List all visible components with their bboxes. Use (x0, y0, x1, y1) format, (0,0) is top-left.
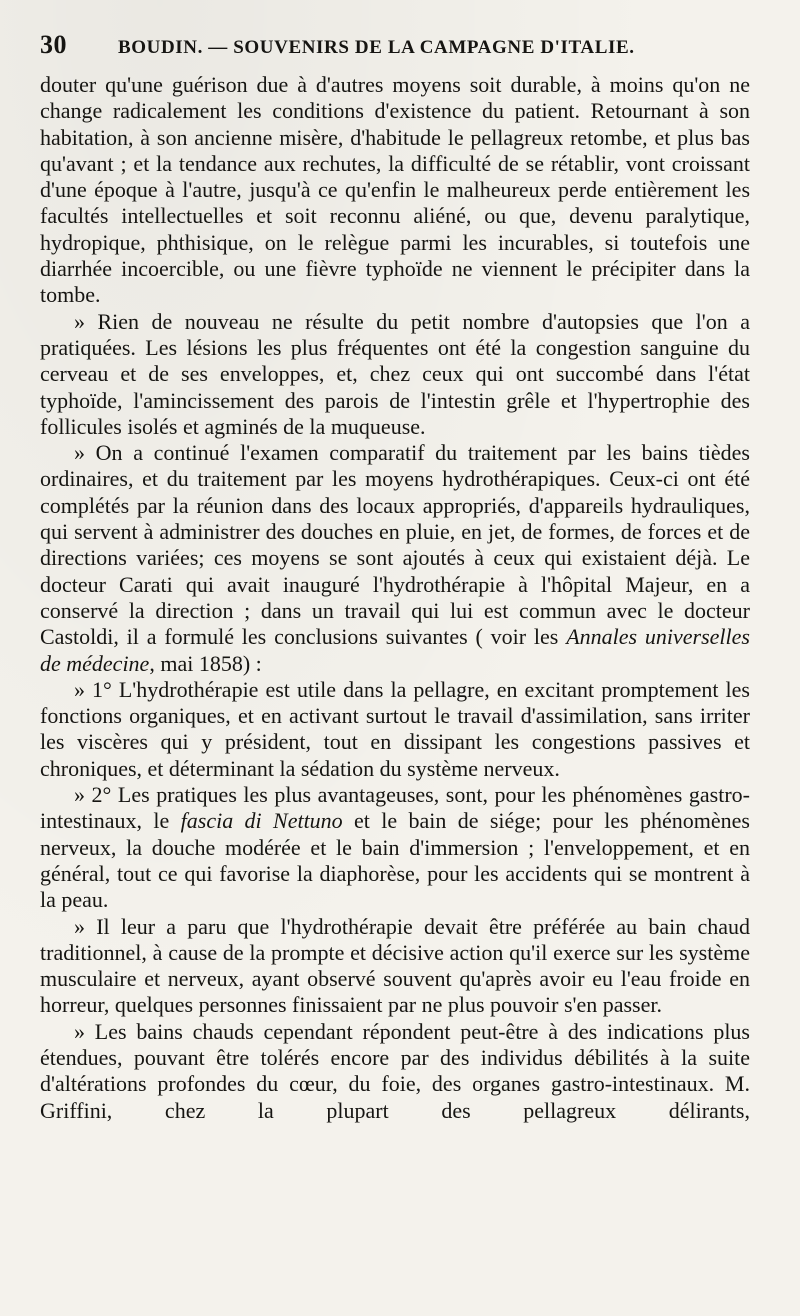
running-title: BOUDIN. — SOUVENIRS DE LA CAMPAGNE D'ITALIE. (118, 37, 635, 58)
journal-title: Annales universelles de médecine (40, 624, 750, 676)
paragraph-hydrotherapy-preference: » Il leur a paru que l'hydrothérapie devait être préférée au bain chaud traditionnel, à cause de la prompte et décisive action qu'il exerce sur les système musculaire et nerveux, ayant observé souvent qu'après avoir eu l'eau froide en horreur, quelques personnes finissaient par ne plus pouvoir s'en passer. (40, 913, 750, 1018)
conclusion-2-text: » 2° Les pratiques les plus avantageuses, sont, pour les phénomènes gastro-intestinaux, le (40, 782, 750, 834)
conclusion-2-tail: et le bain de siége; pour les phénomènes nerveux, la douche modérée et le bain d'immersion ; l'enveloppement, et en général, tout ce qui favorise la diaphorèse, pour les accidents qui se montrent à la peau. (40, 808, 750, 913)
paragraph-hot-baths: » Les bains chauds cependant répondent peut-être à des indications plus étendues, pouvant être tolérés encore par des individus débilités à la suite d'altérations profondes du cœur, du foie, des organes gastro-intestinaux. M. Griffini, chez la plupart des pellagreux délirants, (40, 1018, 750, 1123)
body-text (40, 72, 750, 1124)
paragraph-treatment (40, 440, 750, 677)
conclusion-2 (40, 782, 750, 913)
fascia-term: fascia di Nettuno (180, 808, 343, 834)
running-head (40, 30, 750, 72)
paragraph-autopsies: » Rien de nouveau ne résulte du petit nombre d'autopsies que l'on a pratiquées. Les lésions les plus fréquentes ont été la congestion sanguine du cerveau et de ses enveloppes, et, chez ceux qui ont succombé dans l'état typhoïde, l'amincissement des parois de l'intestin grêle et l'hypertrophie des follicules isolés et agminés de la muqueuse. (40, 308, 750, 439)
page-number: 30 (40, 30, 67, 59)
paragraph-continuation: douter qu'une guérison due à d'autres moyens soit durable, à moins qu'on ne change radicalement les conditions d'existence du patient. Retournant à son habitation, à son ancienne misère, d'habitude le pellagreux retombe, et plus bas qu'avant ; et la tendance aux rechutes, la difficulté de se rétablir, vont croissant d'une époque à l'autre, jusqu'à ce qu'enfin le malheureux perde entièrement les facultés intellectuelles et soit reconnu aliéné, ou que, devenu paralytique, hydropique, phthisique, on le relègue parmi les incurables, si toutefois une diarrhée incoercible, ou une fièvre typhoïde ne viennent le précipiter dans la tombe. (40, 72, 750, 308)
paragraph-treatment-tail: , mai 1858) : (149, 650, 262, 676)
conclusion-1: » 1° L'hydrothérapie est utile dans la pellagre, en excitant promptement les fonctions organiques, et en activant surtout le travail d'assimilation, sans irriter les viscères qui y président, tout en dissipant les congestions passives et chroniques, et déterminant la sédation du système nerveux. (40, 676, 750, 781)
paragraph-treatment-text: » On a continué l'examen comparatif du traitement par les bains tièdes ordinaires, et du traitement par les moyens hydrothérapiques. Ceux-ci ont été complétés par la réunion dans des locaux appropriés, d'appareils hydrauliques, qui servent à administrer des douches en pluie, en jet, de formes, de forces et de directions variées; ces moyens se sont ajoutés à ceux qui existaient déjà. Le docteur Carati qui avait inauguré l'hydrothérapie à l'hôpital Majeur, en a conservé la direction ; dans un travail qui lui est commun avec le docteur Castoldi, il a formulé les conclusions suivantes ( voir les (40, 440, 750, 650)
